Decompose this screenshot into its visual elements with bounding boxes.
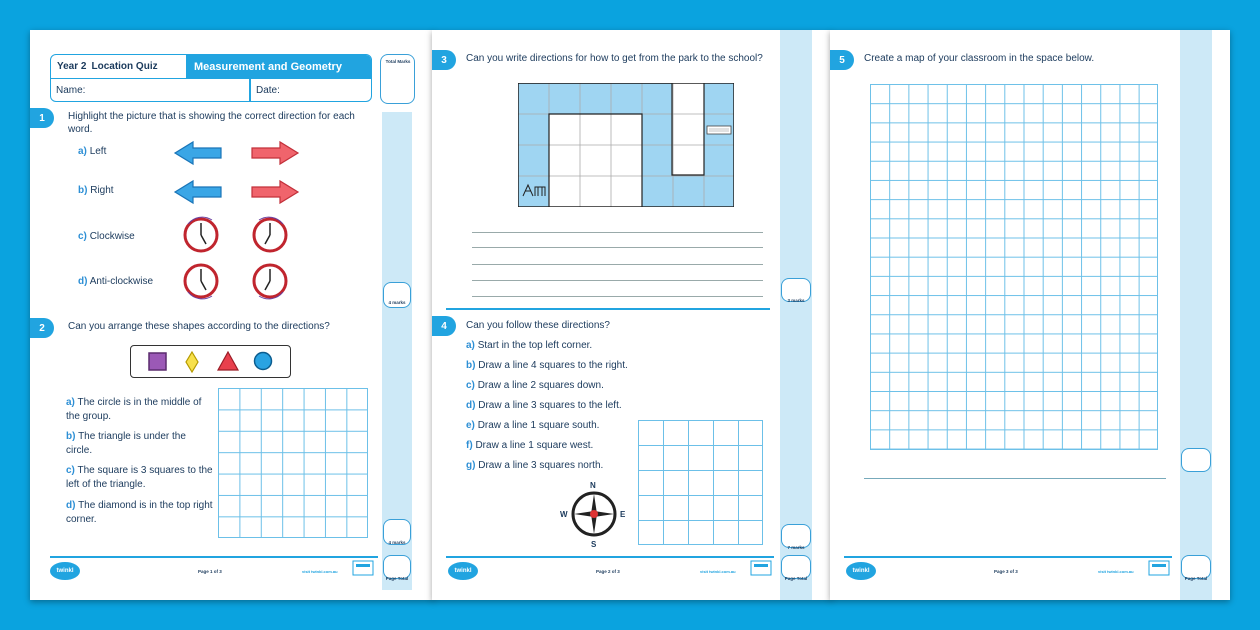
marks-rail xyxy=(780,30,812,600)
worksheet-page-2: 3 marks 7 marks Page Total 3 Can you write directions for how to get from the park to the school? 4 Can you follow these directions? a) Start in the top left corner. b) Draw a line 4 squares to the right. c) Draw a line 2 squares down. d) Draw a line 3 squares to the left. e) Draw a line 1 square south. f) Draw a line 1 square west. g) Draw a line 3 squares north. N S E W twinkl Page 2 of 3 visit twinkl.com.au xyxy=(432,30,832,600)
total-marks-box: Total Marks xyxy=(380,54,415,104)
list-item: a) The circle is in the middle of the group. xyxy=(66,397,202,422)
answer-line[interactable] xyxy=(472,296,763,297)
page-number: Page 1 of 3 xyxy=(198,569,222,574)
question-number: 2 xyxy=(30,318,54,338)
answer-line[interactable] xyxy=(472,280,763,281)
footer-url[interactable]: visit twinkl.com.au xyxy=(302,569,338,574)
right-arrow-icon[interactable] xyxy=(250,140,300,166)
right-arrow-icon[interactable] xyxy=(250,179,300,205)
list-item: d) Draw a line 3 squares to the left. xyxy=(466,400,622,411)
clock-icon[interactable] xyxy=(182,262,220,300)
circle-shape-icon xyxy=(253,351,273,371)
list-item: d) The diamond is in the top right corner. xyxy=(66,500,213,525)
quality-badge-icon xyxy=(750,560,772,576)
list-item: c) Clockwise xyxy=(78,231,135,242)
worksheet-page-1: Year 2 Location Quiz Measurement and Geometry Name: Date: Total Marks 4 marks 4 marks Page Total 1 Highlight the picture that is showing the correct direction for each word. a) Left b) Right c) Clockwise d) Anti-clockwise 2 Can you arrange these shapes according to the directions? a) The circle is in the middle of the group. b) The triangle is under the circle. c) The square is 3 squares to the left of the triangle. d) The diamond is in the top right corner. twinkl Page 1 of 3 visit twinkl.com.au xyxy=(30,30,434,600)
quality-badge-icon xyxy=(1148,560,1170,576)
answer-grid[interactable] xyxy=(638,420,763,545)
park-icon xyxy=(521,183,548,197)
list-item: c) Draw a line 2 squares down. xyxy=(466,380,604,391)
list-item: a) Start in the top left corner. xyxy=(466,340,593,351)
divider xyxy=(864,478,1166,479)
question-text: Can you arrange these shapes according to the directions? xyxy=(68,321,330,332)
page-number: Page 3 of 3 xyxy=(994,569,1018,574)
footer-url[interactable]: visit twinkl.com.au xyxy=(1098,569,1134,574)
clock-icon[interactable] xyxy=(182,216,220,254)
compass-west: W xyxy=(560,510,568,519)
question-number: 5 xyxy=(830,50,854,70)
triangle-shape-icon xyxy=(217,351,239,371)
q5-marks-box[interactable] xyxy=(1181,448,1211,472)
question-number: 4 xyxy=(432,316,456,336)
left-arrow-icon[interactable] xyxy=(173,140,223,166)
list-item: f) Draw a line 1 square west. xyxy=(466,440,594,451)
twinkl-logo: twinkl xyxy=(448,562,478,580)
answer-line[interactable] xyxy=(472,232,763,233)
footer-url[interactable]: visit twinkl.com.au xyxy=(700,569,736,574)
marks-rail xyxy=(1180,30,1212,600)
diamond-shape-icon xyxy=(185,351,199,373)
square-shape-icon xyxy=(148,352,168,372)
answer-line[interactable] xyxy=(472,264,763,265)
name-field[interactable]: Name: xyxy=(56,85,86,96)
compass-icon xyxy=(570,490,618,538)
year-label: Year 2 xyxy=(57,61,87,72)
school-icon xyxy=(706,123,732,135)
compass-north: N xyxy=(590,481,596,490)
list-item: d) Anti-clockwise xyxy=(78,276,154,287)
list-item: a) Left xyxy=(78,146,107,157)
clock-icon[interactable] xyxy=(251,216,289,254)
quality-badge-icon xyxy=(352,560,374,576)
compass xyxy=(562,482,626,552)
list-item: b) The triangle is under the circle. xyxy=(66,431,186,456)
question-number: 1 xyxy=(30,108,54,128)
answer-line[interactable] xyxy=(472,247,763,248)
list-item: c) The square is 3 squares to the left of the triangle. xyxy=(66,465,213,490)
route-map xyxy=(518,83,734,207)
list-item: b) Right xyxy=(78,185,114,196)
compass-east: E xyxy=(620,510,626,519)
question-text: Can you write directions for how to get from the park to the school? xyxy=(466,53,763,64)
date-field[interactable]: Date: xyxy=(256,85,280,96)
classroom-map-grid[interactable] xyxy=(870,84,1158,450)
question-text: Can you follow these directions? xyxy=(466,320,610,331)
page-number: Page 2 of 3 xyxy=(596,569,620,574)
compass-south: S xyxy=(591,540,597,549)
worksheet-page-3: Page Total 5 Create a map of your classroom in the space below. twinkl Page 3 of 3 visit twinkl.com.au xyxy=(830,30,1230,600)
twinkl-logo: twinkl xyxy=(50,562,80,580)
list-item: b) Draw a line 4 squares to the right. xyxy=(466,360,628,371)
quiz-header xyxy=(50,54,372,102)
answer-grid[interactable] xyxy=(218,388,368,538)
quiz-label: Location Quiz xyxy=(91,61,158,72)
question-number: 3 xyxy=(432,50,456,70)
left-arrow-icon[interactable] xyxy=(173,179,223,205)
question-text: Create a map of your classroom in the space below. xyxy=(864,53,1095,64)
question-text: Highlight the picture that is showing the correct direction for each word. xyxy=(68,111,355,135)
clock-icon[interactable] xyxy=(251,262,289,300)
twinkl-logo: twinkl xyxy=(846,562,876,580)
subject-banner: Measurement and Geometry xyxy=(187,55,371,79)
list-item: g) Draw a line 3 squares north. xyxy=(466,460,604,471)
list-item: e) Draw a line 1 square south. xyxy=(466,420,600,431)
